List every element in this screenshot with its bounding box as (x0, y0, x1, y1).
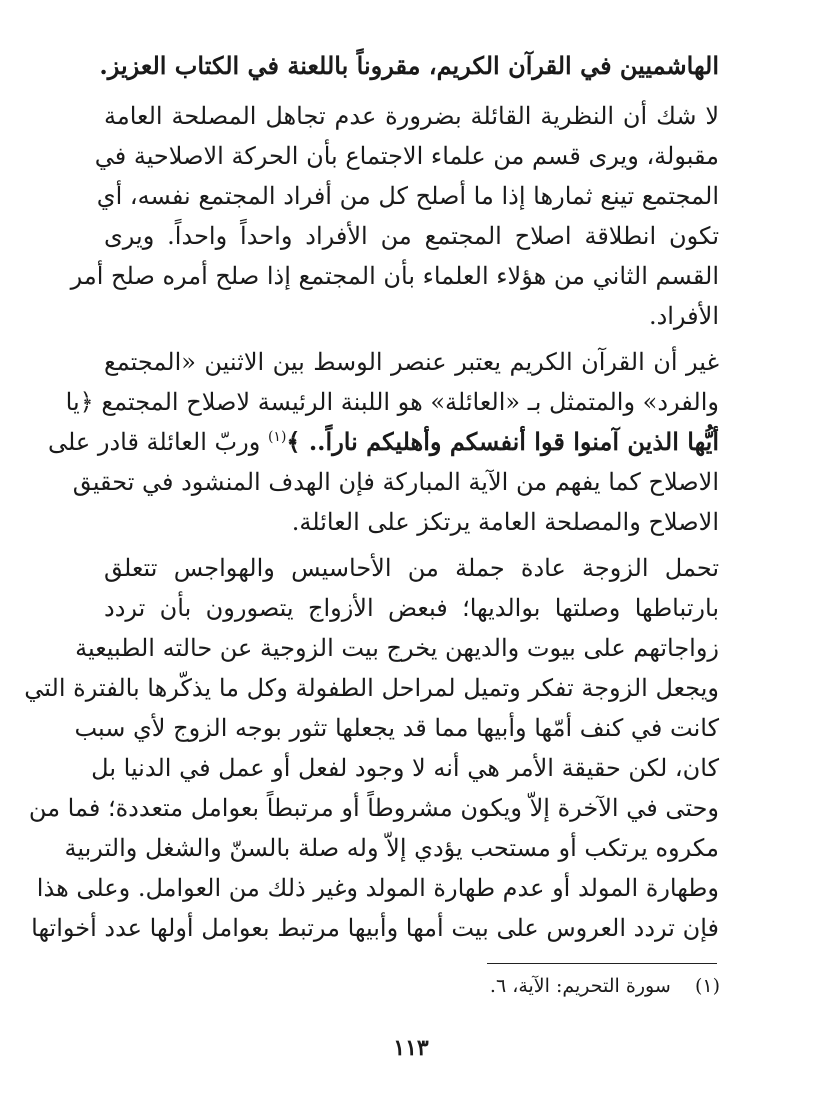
footnote-marker: (١) (694, 975, 720, 997)
page-number: ١١٣ (393, 1035, 429, 1061)
paragraph-line: مكروه يرتكب أو مستحب يؤدي إلاّ وله صلة بالسنّ والشغل والتربية (64, 834, 719, 862)
paragraph-line: فإن تردد العروس على بيت أمها وأبيها مرتبط بعوامل أولها عدد أخواتها (31, 914, 719, 942)
paragraph-line: كانت في كنف أمّها وأبيها مما قد يجعلها تثور بوجه الزوج لأي سبب (74, 714, 719, 742)
paragraph-line: مقبولة، ويرى قسم من علماء الاجتماع بأن الحركة الاصلاحية في (94, 142, 719, 170)
footnote-reference[interactable]: (١) (267, 429, 287, 445)
paragraph-line: بارتباطها وصلتها بوالديها؛ فبعض الأزواج يتصورون بأن تردد (104, 594, 719, 622)
paragraph-line: غير أن القرآن الكريم يعتبر عنصر الوسط بين الاثنين «المجتمع (104, 348, 719, 376)
paragraph-line: والفرد» والمتمثل بـ «العائلة» هو اللبنة الرئيسة لاصلاح المجتمع ﴿يا (65, 388, 719, 416)
paragraph-line: وطهارة المولد أو عدم طهارة المولد وغير ذلك من العوامل. وعلى هذا (36, 874, 719, 902)
quran-verse: أيُّها الذين آمنوا قوا أنفسكم وأهليكم ناراً.. ﴾ (286, 427, 719, 456)
paragraph-line: القسم الثاني من هؤلاء العلماء بأن المجتمع إذا صلح أمره صلح أمر (70, 262, 719, 290)
paragraph-line: المجتمع تينع ثمارها إذا ما أصلح كل من أفراد المجتمع نفسه، أي (96, 182, 719, 210)
quran-verse-line (47, 422, 719, 462)
paragraph-line: الاصلاح والمصلحة العامة يرتكز على العائلة. (291, 508, 719, 536)
paragraph-line: تكون انطلاقة اصلاح المجتمع من الأفراد واحداً واحداً. ويرى (104, 222, 719, 250)
footnote (300, 972, 720, 1000)
paragraph-line: لا شك أن النظرية القائلة بضرورة عدم تجاهل المصلحة العامة (104, 102, 719, 130)
paragraph-line: زواجاتهم على بيوت والديهن يخرج بيت الزوجية عن حالته الطبيعية (75, 634, 719, 662)
footnote-separator (487, 963, 717, 964)
paragraph-line: الأفراد. (648, 302, 719, 330)
paragraph-line: تحمل الزوجة عادة جملة من الأحاسيس والهواجس تتعلق (104, 554, 719, 582)
paragraph-line: الهاشميين في القرآن الكريم، مقروناً باللعنة في الكتاب العزيز. (99, 51, 719, 80)
paragraph-line: كان، لكن حقيقة الأمر هي أنه لا وجود لفعل أو عمل في الدنيا بل (91, 754, 719, 782)
paragraph-line: ويجعل الزوجة تفكر وتميل لمراحل الطفولة وكل ما يذكّرها بالفترة التي (24, 674, 719, 702)
verse-continuation: وربّ العائلة قادر على (47, 428, 268, 456)
paragraph-line: وحتى في الآخرة إلاّ ويكون مشروطاً أو مرتبطاً بعوامل متعددة؛ فما من (28, 794, 719, 822)
footnote-text: سورة التحريم: الآية، ٦. (489, 975, 671, 997)
paragraph-line: الاصلاح كما يفهم من الآية المباركة فإن الهدف المنشود في تحقيق (72, 468, 719, 496)
